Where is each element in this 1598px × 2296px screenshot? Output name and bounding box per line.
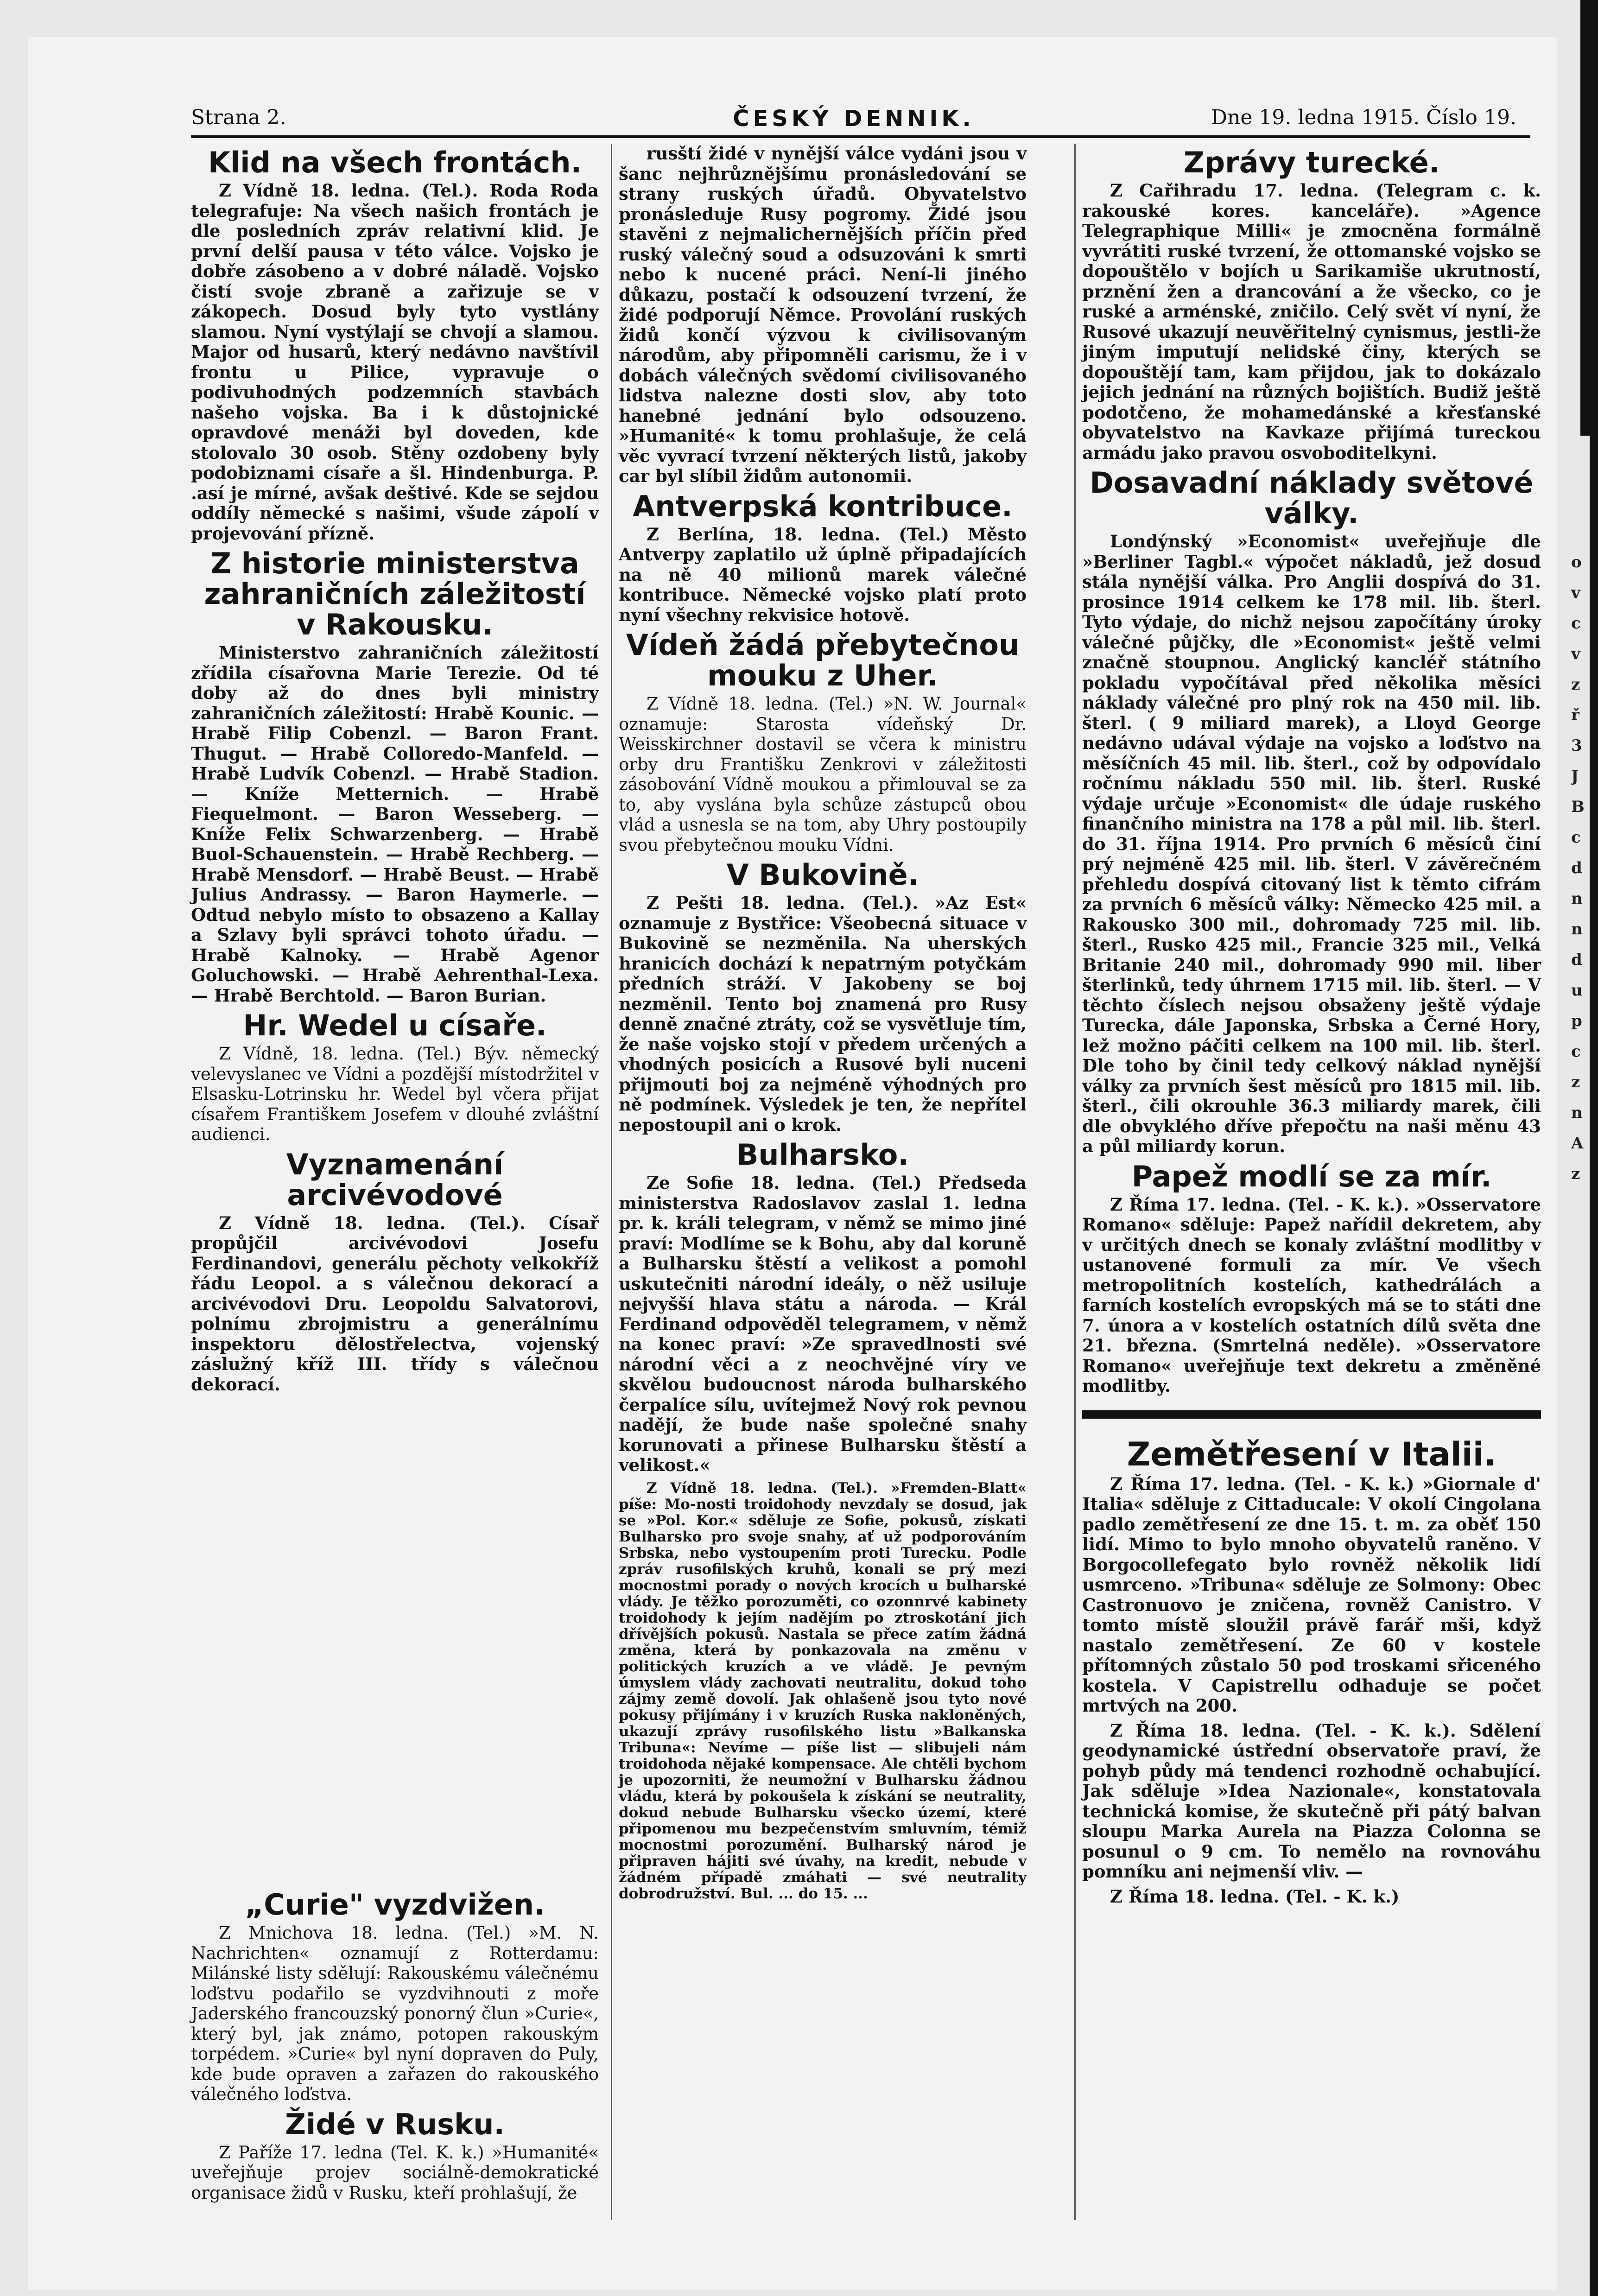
- article-headline: Antverpská kontribuce.: [633, 489, 1013, 523]
- article-headline: Vyznamenání arcivévodové: [286, 1147, 504, 1212]
- strip-letter: n: [1571, 889, 1583, 908]
- article-headline: Zemětřesení v Italii.: [1127, 1435, 1497, 1473]
- column-divider: [611, 144, 612, 2220]
- article-paragraph: Z Vídně 18. ledna. (Tel.). Císař propůjčil arcivévodovi Josefu Ferdinandovi, generálu pěchoty velkokříž řádu Leopol. a s válečnou dekorací a arcivévodovi Dru. Leopoldu Salvatorovi, polnímu zbrojmistru a generálnímu inspektoru dělostřelectva, vojenský záslužný kříž III. třídy s válečnou dekorací.: [191, 1212, 599, 1395]
- strip-letter: z: [1571, 1073, 1580, 1091]
- article-headline: Hr. Wedel u císaře.: [243, 1008, 547, 1042]
- article-headline: „Curie" vyzdvižen.: [245, 1888, 545, 1922]
- article-paragraph: Z Vídně 18. ledna. (Tel.). Roda Roda telegrafuje: Na všech našich frontách je dle posledních zpráv relativní klid. Je první delší pausa v této válce. Vojsko je dobře zásobeno a v dobré náladě. Vojsko čistí svoje zbraně a zařizuje se v zákopech. Dosud byly tyto vystlány slamou. Nyní vystýlají se chvojí a slamou. Major od husarů, který nedávno navštívil frontu u Pilice, vypravuje o podivuhodných podzemních stavbách našeho vojska. Ba i k důstojnické opravdové menáži byl doveden, kde stolovalo 30 osob. Stěny ozdobeny byly podobiznami císaře a šl. Hindenburga. P. .así je mírné, avšak deštivé. Kde se sejdou oddíly německé s našimi, všude zápolí v projevování přízně.: [191, 180, 599, 544]
- article-paragraph: Z Říma 18. ledna. (Tel. - K. k.): [1110, 1886, 1400, 1907]
- article-paragraph: Z Cařihradu 17. ledna. (Telegram c. k. rakouské kores. kanceláře). »Agence Telegraphique Milli« je zmocněna formálně vyvrátiti ruské tvrzení, že ottomanské vojsko se dopouštělo v bojích u Sarikamiše ukrutností, prznění žen a drancování a že všecko, co je ruské a arménské, zničilo. Celý svět ví nyní, že Rusové ukazují neuvěřitelný cynismus, jestli-že jiným imputují nelidské činy, kterých se dopouštějí tam, kam přijdou, jak to dokázalo jejich jednání na různých bojištích. Budiž ještě podotčeno, že mohamedánské a křesťanské obyvatelstvo na Kavkaze přijímá tureckou armádu jako pravou osvoboditelkyni.: [1082, 180, 1541, 463]
- strip-letter: u: [1571, 981, 1583, 1000]
- strip-letter: n: [1571, 920, 1583, 939]
- column-3: [1082, 144, 1541, 1911]
- page-header: [191, 106, 1516, 133]
- strip-letter: o: [1571, 553, 1582, 571]
- article-paragraph: Z Vídně, 18. ledna. (Tel.) Býv. německý velevyslanec ve Vídni a pozdější místodržitel v Elsasku-Lotrinsku hr. Wedel byl včera přijat císařem Františkem Josefem v dlouhé zvláštní audienci.: [191, 1044, 599, 1144]
- article-paragraph: Z Vídně 18. ledna. (Tel.) »N. W. Journal« oznamuje: Starosta vídeňský Dr. Weisskirchner dostavil se včera k ministru orby dru Františku Zenkrovi v záležitosti zásobování Vídně moukou a přimlouval se za to, aby vyslána byla schůze zástupců obou vlád a usnesla se na tom, aby Uhry postoupily svou přebytečnou mouku Vídni.: [619, 694, 1027, 855]
- article-paragraph: Z Říma 17. ledna. (Tel. - K. k.). »Osservatore Romano« sděluje: Papež nařídil dekretem, aby v určitých dnech se konaly zvláštní modlitby v ustanovené formuli za mír. Ve všech metropolitních kostelích, kathedrálách a farních kostelích evropských má se to státi dne 7. února a v kostelích ostatních dílů světa dne 21. března. (Smrtelná neděle). »Osservatore Romano« uveřejňuje text dekretu a změněné modlitby.: [1082, 1194, 1541, 1396]
- article-paragraph: rusští židé v nynější válce vydáni jsou v šanc nejhrůznějšímu pronásledování se strany ruských úřadů. Obyvatelstvo pronásleduje Rusy pogromy. Židé jsou stavěni z nejmalichernějších příčin před ruský válečný soud a odsuzováni k smrti nebo k nucené práci. Není-li jiného důkazu, postačí k odsouzení tvrzení, že židé podporují Němce. Provolání ruských židů končí výzvou k civilisovaným národům, aby připomněli carismu, že i v dobách válečných svědomí civilisovaného lidstva nalezne dosti slov, aby toto hanebné jednání bylo odsouzeno. »Humanité« k tomu prohlašuje, že celá věc vyvrací tvrzení některých listů, jakoby car byl slíbil židům autonomii.: [619, 143, 1027, 486]
- article-headline: Vídeň žádá přebytečnou mouku z Uher.: [626, 628, 1020, 692]
- issue-date: Dne 19. ledna 1915. Číslo 19.: [1211, 106, 1516, 129]
- article-paragraph: Z Paříže 17. ledna (Tel. K. k.) »Humanité« uveřejňuje projev sociálně-demokratické organisace židů v Rusku, kteří prohlašují, že: [191, 2142, 599, 2203]
- header-rule: [191, 135, 1530, 138]
- strip-letter: v: [1571, 645, 1580, 663]
- article-headline: Židé v Rusku.: [285, 2107, 505, 2141]
- adjacent-page-strip: [1571, 547, 1598, 2169]
- article-paragraph: Ministerstvo zahraničních záležitostí zřídila císařovna Marie Terezie. Od té doby až do dnes byli ministry zahraničních záležitostí: Hrabě Kounic. — Hrabě Filip Cobenzl. — Baron Frant. Thugut. — Hrabě Colloredo-Manfeld. — Hrabě Ludvík Cobenzl. — Hrabě Stadion. — Kníže Metternich. — Hrabě Fiequelmont. — Baron Wesseberg. — Kníže Felix Schwarzenberg. — Hrabě Buol-Schauenstein. — Hrabě Rechberg. — Hrabě Mensdorf. — Hrabě Beust. — Hrabě Julius Andrassy. — Baron Haymerle. — Odtud nebylo místo to obsazeno a Kallay a Szlavy byli správci tohoto úřadu. — Hrabě Kalnoky. — Hrabě Agenor Goluchowski. — Hrabě Aehrenthal-Lexa. — Hrabě Berchtold. — Baron Burian.: [191, 642, 599, 1006]
- strip-letter: v: [1571, 584, 1580, 602]
- strip-letter: J: [1571, 767, 1579, 786]
- article-paragraph: Z Berlína, 18. ledna. (Tel.) Město Antverpy zaplatilo už úplně připadajících na ně 40 milionů marek válečné kontribuce. Německé vojsko platí proto nyní všechny rekvisice hotově.: [619, 524, 1027, 625]
- article-headline: V Bukovině.: [726, 858, 919, 892]
- strip-letter: d: [1571, 859, 1582, 877]
- article-paragraph: Z Mnichova 18. ledna. (Tel.) »M. N. Nachrichten« oznamují z Rotterdamu: Milánské listy sdělují: Rakouskému válečnému loďstvu podařilo se vyzdvihnouti z moře Jaderského francouzský ponorný člun »Curie«, který byl, jak známo, potopen rakouským torpédem. »Curie« byl nyní dopraven do Puly, kde bude opraven a zařazen do rakouského válečného loďstva.: [191, 1923, 599, 2104]
- article-paragraph: Londýnský »Economist« uveřejňuje dle »Berliner Tagbl.« výpočet nákladů, jež dosud stála nynější válka. Pro Anglii dospívá do 31. prosince 1914 celkem ke 178 mil. lib. šterl. Tyto výdaje, do nichž nejsou započítány úroky válečné půjčky, dle »Economist« ještě velmi značně stoupnou. Anglický kancléř státního pokladu vypočítával před několika měsíci náklady válečné pro plný rok na 450 mil. lib. šterl. ( 9 miliard marek), a Lloyd George nedávno udával výdaje na vojsko a loďstvo na měsíčních 45 mil. lib. šterl., což by odpovídalo ročnímu nákladu 550 mil. lib. šterl. Ruské výdaje určuje »Economist« dle údaje ruského finančního ministra na 178 a půl mil. lib. šterl. do 31. října 1914. Pro prvních 6 měsíců činí prý nejméně 425 mil. lib. šterl. V závěrečném přehledu dospívá citovaný list k těmto cifrám za prvních 6 měsíců války: Německo 425 mil. a Rakousko 300 mil., dohromady 725 mil. lib. šterl., Rusko 425 mil., Francie 325 mil., Velká Britanie 240 mil., dohromady 990 mil. liber šterlinků, tedy úhrnem 1715 mil. lib. šterl. — V těchto číslech nejsou obsaženy ještě výdaje Turecka, dále Japonska, Srbska a Černé Hory, lež možno páčiti celkem na 100 mil. lib. šterl. Dle toho by činil tedy celkový náklad nynější války za prvních šest měsíců pro 1815 mil. lib. šterl., čili okrouhle 36.3 miliardy marek, čili dle obvyklého dříve přepočtu na naši měnu 43 a půl miliardy korun.: [1082, 531, 1541, 1156]
- binding-shadow: [1580, 0, 1590, 436]
- strip-letter: B: [1571, 798, 1585, 816]
- section-separator: [1082, 1410, 1541, 1419]
- strip-letter: c: [1571, 614, 1581, 633]
- strip-letter: n: [1571, 1104, 1583, 1122]
- strip-letter: 3: [1571, 736, 1582, 755]
- strip-letter: A: [1571, 1134, 1584, 1153]
- article-headline: Papež modlí se za mír.: [1131, 1159, 1492, 1193]
- strip-letter: d: [1571, 951, 1582, 969]
- article-paragraph: Z Vídně 18. ledna. (Tel.). »Fremden-Blatt« píše: Mo-nosti troidohody nevzdaly se dosud, jak se »Pol. Kor.« sděluje ze Sofie, pokusů, získati Bulharsko pro svoje snahy, ať už podporováním Srbska, nebo vystoupením proti Turecku. Podle zpráv rusofilských kruhů, konali se prý mezi mocnostmi porady o nových krocích u bulharské vlády. Je těžko porozuměti, co ozonnrvé kabinety troidohody k jejím nadějím po ztroskotání jich dřívějších pokusů. Nastala se přece zatím žádná změna, která by ponkazovala na změnu v politických kruzích a ve vládě. Je pevným úmyslem vlády zachovati neutralitu, dokud toho zájmy země dovolí. Jak ohlašeně jsou tyto nové pokusy přijímány i v kruzích Ruska nakloněných, ukazují zprávy rusofilského listu »Balkanska Tribuna«: Nevíme — píše list — slibujeli nám troidohoda nějaké kompensace. Ale chtěli bychom je upozorniti, že neumožní v Bulharsku žádnou vládu, která by pokoušela k získání se neutrality, dokud nebude Bulharsku všecko území, které připomenou mu bezpečenstvím smluvním, témiž mocnostmi porozumění. Bulharský národ je připraven hájiti své úvahy, na kredit, nebude v žádném případě zmáhati — své neutrality dobrodružství. Bul. ... do 15. ...: [619, 1479, 1027, 1902]
- article-headline: Zprávy turecké.: [1183, 146, 1440, 179]
- article-headline: Klid na všech frontách.: [208, 146, 582, 179]
- article-paragraph: Ze Sofie 18. ledna. (Tel.) Předseda ministerstva Radoslavov zaslal 1. ledna pr. k. králi telegram, v němž se mimo jiné praví: Modlíme se k Bohu, aby dal koruně a Bulharsku štěstí a velikost a pomohl uskutečniti národní ideály, o něž usiluje nejvyšší hlava státu a národa. — Král Ferdinand odpověděl telegramem, v němž na konec praví: »Ze spravedlnosti své národní věci a z neochvějné víry ve skvělou budoucnost národa bulharského čerpalíce sílu, uvítejmež Nový rok pevnou nadějí, že bude naše společné snahy korunovati a přinese Bulharsku štěstí a velikost.«: [619, 1173, 1027, 1475]
- article-paragraph: Z Říma 17. ledna. (Tel. - K. k.) »Giornale d' Italia« sděluje z Cittaducale: V okolí Cingolana padlo zemětřesení ze dne 15. t. m. za oběť 150 lidí. Mimo to bylo mnoho obyvatelů raněno. V Borgocollefegato bylo rovněž několik lidí usmrceno. »Tribuna« sděluje ze Solmony: Obec Castronuovo je zničena, rovněž Canistro. V tomto místě sloužil právě farář mši, když nastalo zemětřesení. Ze 60 v kostele přítomných zůstalo 50 pod troskami sřiceného kostela. V Capistrellu odhaduje se počet mrtvých na 200.: [1082, 1473, 1541, 1716]
- article-headline: Bulharsko.: [736, 1138, 909, 1172]
- strip-letter: p: [1571, 1012, 1582, 1030]
- article-headline: Dosavadní náklady světové války.: [1090, 466, 1534, 530]
- blank-space: [191, 1399, 599, 1886]
- article-paragraph: Z Pešti 18. ledna. (Tel.). »Az Est« oznamuje z Bystřice: Všeobecná situace v Bukovině se nezměnila. Na uherských hranicích dochází k nepatrným potyčkám předních stráží. V Jakobeny se boj nezměnil. Tento boj znamená pro Rusy denně značné ztráty, což se vysvětluje tím, že naše vojsko stojí v předem určených a vhodných posicích a Rusové byli nuceni přijmouti boj za nejméně výhodných pro ně podmínek. Výsledek je ten, že nepřítel nepostoupil ani o krok.: [619, 893, 1027, 1135]
- article-paragraph: Z Říma 18. ledna. (Tel. - K. k.). Sdělení geodynamické ústřední observatoře praví, že pohyb půdy má tendenci rozhodně ochabující. Jak sděluje »Idea Nazionale«, konstatovala technická komise, že skutečně při pátý balvan sloupu Marka Aurela na Piazza Colonna se posunul o 9 cm. To nemělo na rovnováhu pomníku ani nejmenší vliv. —: [1082, 1720, 1541, 1882]
- page-number: Strana 2.: [191, 106, 286, 129]
- column-1: [191, 144, 599, 2207]
- article-headline: Z historie ministerstva zahraničních záležitostí v Rakousku.: [204, 546, 586, 641]
- strip-letter: ř: [1571, 706, 1579, 724]
- strip-letter: c: [1571, 828, 1581, 847]
- newspaper-title: ČESKÝ DENNIK.: [733, 106, 975, 132]
- column-divider: [1074, 144, 1076, 2220]
- strip-letter: z: [1571, 675, 1580, 694]
- strip-letter: c: [1571, 1042, 1581, 1061]
- column-2: [619, 144, 1027, 1907]
- strip-letter: z: [1571, 1165, 1580, 1183]
